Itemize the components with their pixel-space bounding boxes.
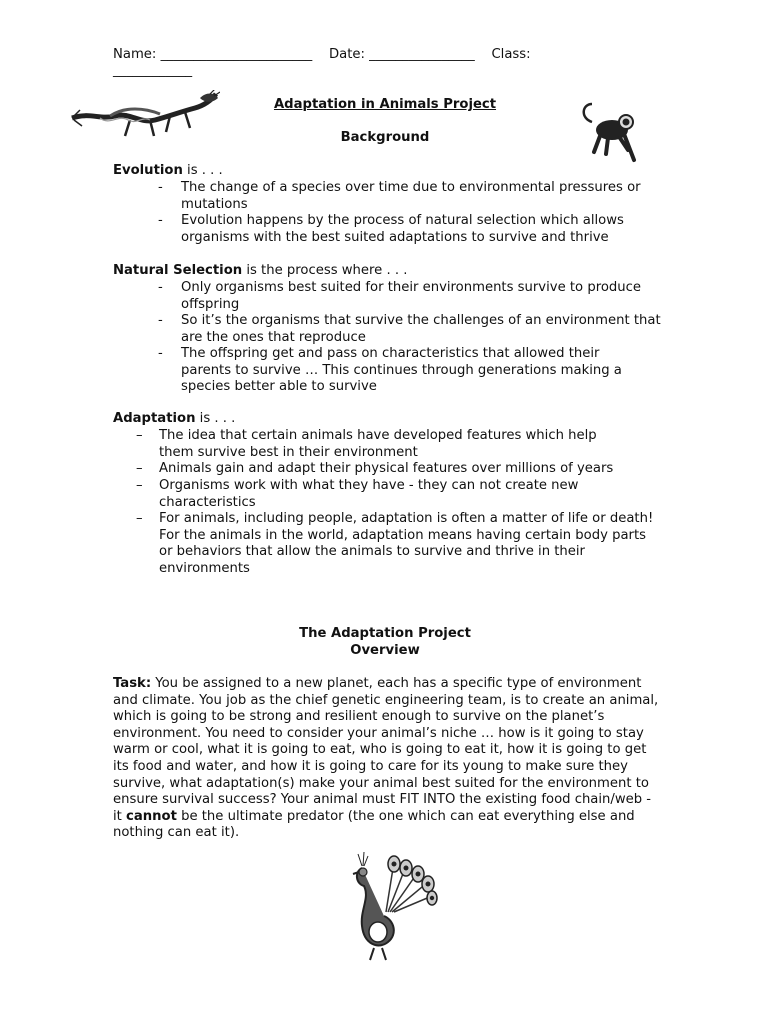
monkey-icon xyxy=(578,100,642,164)
date-blank: ________________ xyxy=(369,47,475,62)
page-subtitle: Background xyxy=(340,130,430,145)
natural-selection-intro: is the process where . . . xyxy=(242,263,408,278)
date-label: Date: xyxy=(329,47,365,62)
natural-selection-item-1: Only organisms best suited for their environments survive to produce offspring xyxy=(181,280,641,312)
peacock-icon xyxy=(348,850,438,962)
page-title: Adaptation in Animals Project xyxy=(273,97,497,112)
evolution-term: Evolution xyxy=(113,163,183,178)
natural-selection-term: Natural Selection xyxy=(113,263,243,278)
bullet-marker: - xyxy=(158,180,163,195)
bullet-marker: – xyxy=(136,428,143,443)
evolution-item-1: The change of a species over time due to environmental pressures or mutations xyxy=(181,180,641,212)
adaptation-term: Adaptation xyxy=(113,411,196,426)
section-natural-selection-heading xyxy=(113,263,407,279)
bullet-marker: – xyxy=(136,478,143,493)
task-paragraph xyxy=(113,676,661,842)
adaptation-intro: is . . . xyxy=(195,411,236,426)
name-label: Name: xyxy=(113,47,157,62)
natural-selection-item-3: The offspring get and pass on characteristics that allowed their parents to survive … This continues through generations making a species better able to survive xyxy=(181,346,622,394)
bullet-marker: - xyxy=(158,280,163,295)
natural-selection-item-2: So it’s the organisms that survive the challenges of an environment that are the ones that reproduce xyxy=(181,313,661,345)
adaptation-item-4: For animals, including people, adaptation is often a matter of life or death! For the animals in the world, adaptation means having certain body parts or behaviors that allow the animals to survive and thrive in their environments xyxy=(159,511,654,576)
adaptation-item-3: Organisms work with what they have - they can not create new characteristics xyxy=(159,478,579,510)
project-heading: The Adaptation Project xyxy=(299,626,471,641)
name-blank: _______________________ xyxy=(160,47,313,62)
evolution-item-2: Evolution happens by the process of natural selection which allows organisms with the best suited adaptations to survive and thrive xyxy=(181,213,624,245)
class-blank: ____________ xyxy=(113,63,193,78)
task-emphasis: cannot xyxy=(126,808,177,824)
task-label: Task: xyxy=(113,676,152,691)
project-subheading: Overview xyxy=(350,643,420,658)
class-label: Class: xyxy=(491,47,531,62)
section-evolution-heading xyxy=(113,163,223,179)
task-text-2: be the ultimate predator (the one which can eat everything else and nothing can eat it). xyxy=(113,808,635,841)
evolution-intro: is . . . xyxy=(182,163,223,178)
bullet-marker: - xyxy=(158,213,163,228)
adaptation-item-1: The idea that certain animals have developed features which help them survive best in their environment xyxy=(159,428,597,460)
header-line-1 xyxy=(113,47,531,63)
bullet-marker: - xyxy=(158,313,163,328)
bullet-marker: – xyxy=(136,511,143,526)
bullet-marker: - xyxy=(158,346,163,361)
section-adaptation-heading xyxy=(113,411,235,427)
bullet-marker: – xyxy=(136,461,143,476)
adaptation-item-2: Animals gain and adapt their physical features over millions of years xyxy=(159,461,614,476)
task-text-1: You be assigned to a new planet, each has a specific type of environment and climate. You job as the chief genetic engineering team, is to create an animal, which is going to be strong and resilient enough to survive on the planet’s environment. You need to consider your animal’s niche … how is it going to stay warm or cool, what it is going to eat, who is going to eat it, how it is going to get its food and water, and how it is going to care for its young to make sure they survive, what adaptation(s) make your animal best suited for the environment to ensure survival success? Your animal must FIT INTO the existing food chain/web - it xyxy=(113,676,659,824)
